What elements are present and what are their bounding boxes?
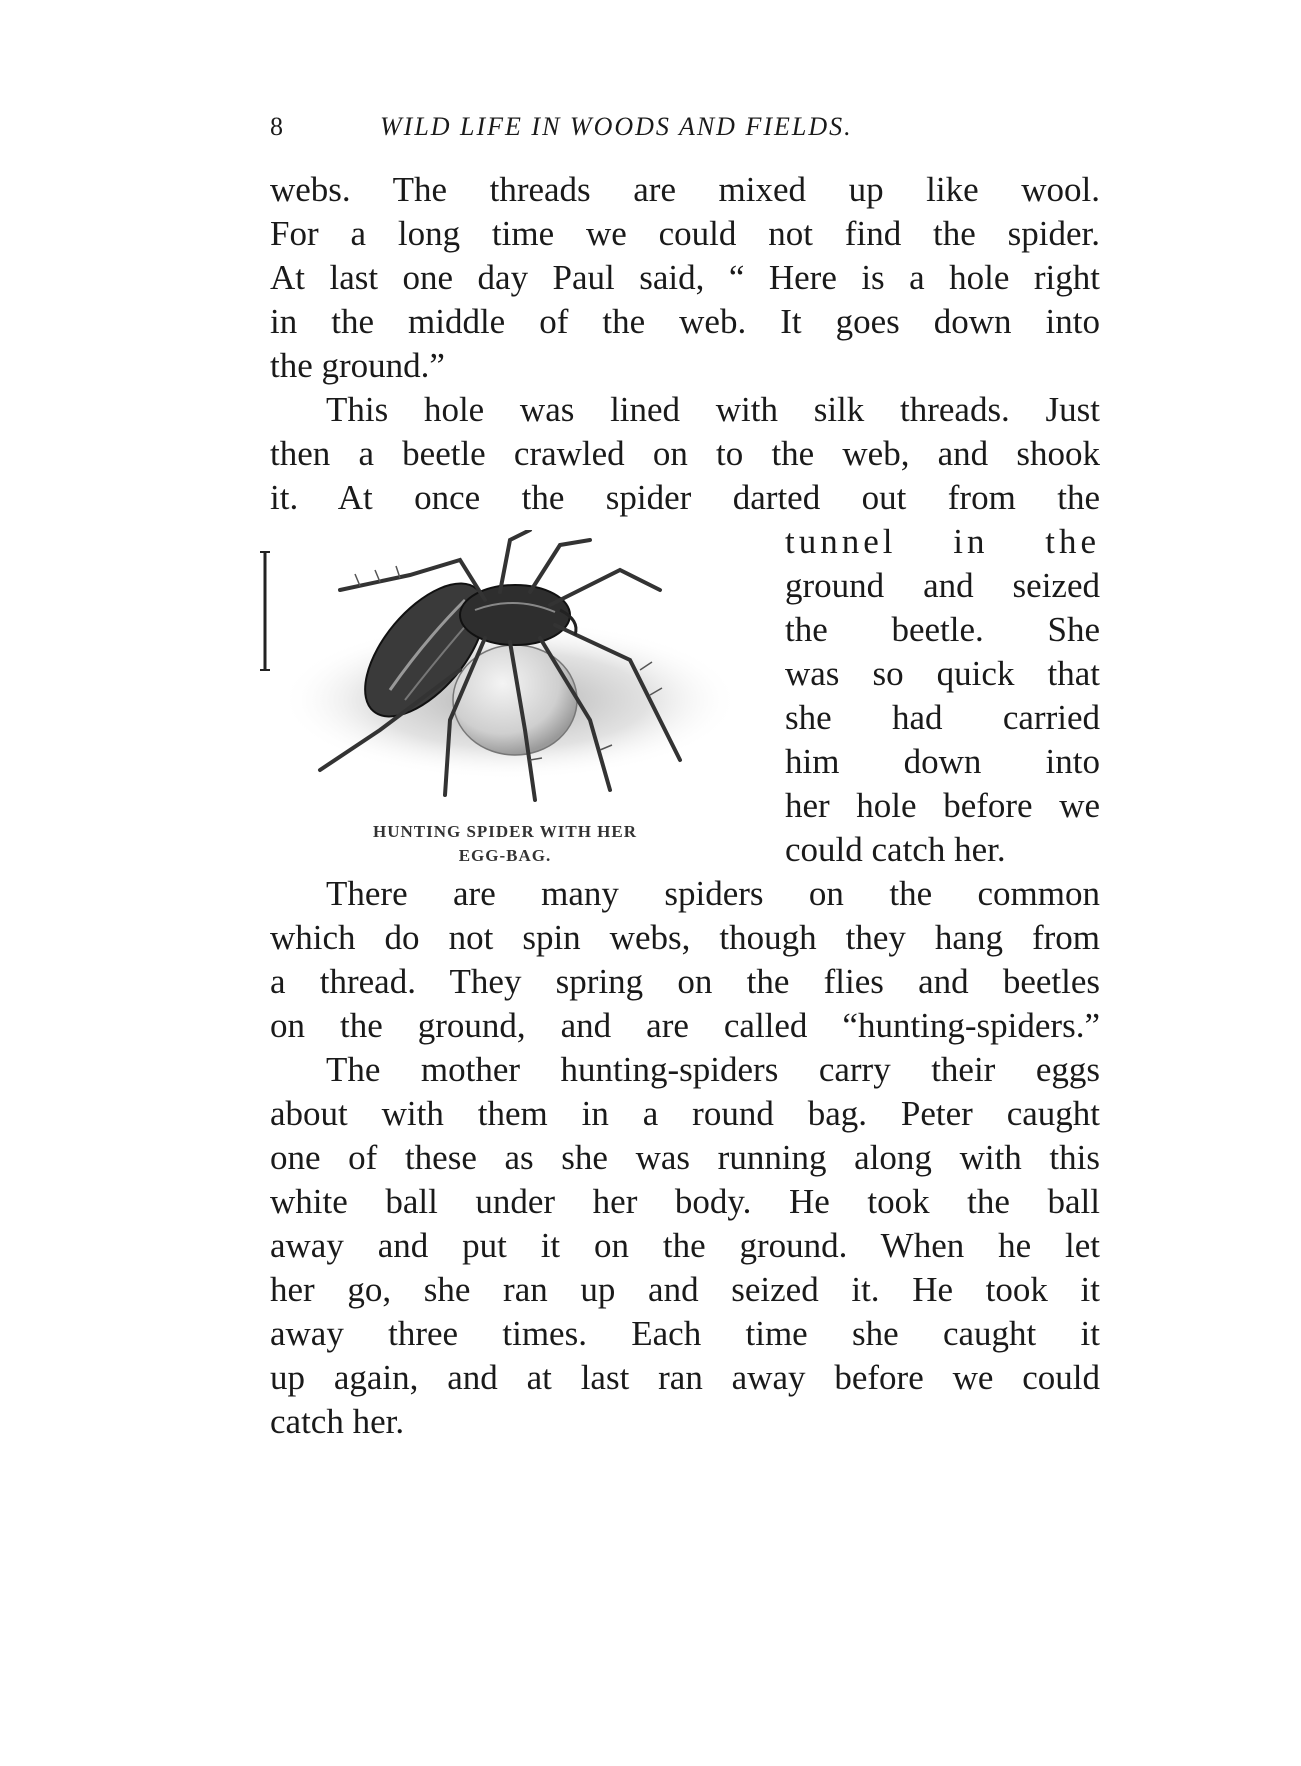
- text-line: about with them in a round bag. Peter caught: [270, 1094, 1100, 1133]
- text-line: a thread. They spring on the flies and beetles: [270, 962, 1100, 1001]
- text-line: ground and seized: [785, 566, 1100, 605]
- bottom-text-block: [270, 872, 1100, 1444]
- text-line: one of these as she was running along with this: [270, 1138, 1100, 1177]
- page-number: 8: [270, 112, 284, 141]
- text-line: on the ground, and are called “hunting-spiders.”: [270, 1006, 1100, 1045]
- text-line: catch her.: [270, 1402, 405, 1441]
- text-line: The mother hunting-spiders carry their eggs: [326, 1050, 1100, 1089]
- running-title: WILD LIFE IN WOODS AND FIELDS.: [380, 112, 853, 141]
- text-line: which do not spin webs, though they hang from: [270, 918, 1100, 957]
- text-line: was so quick that: [785, 654, 1100, 693]
- text-line: in the middle of the web. It goes down into: [270, 302, 1100, 341]
- text-line: her go, she ran up and seized it. He took it: [270, 1270, 1100, 1309]
- text-line: away three times. Each time she caught it: [270, 1314, 1100, 1353]
- spider-figure: [260, 530, 730, 870]
- text-line: up again, and at last ran away before we could: [270, 1358, 1100, 1397]
- side-text-block: [785, 520, 1100, 872]
- text-line: For a long time we could not find the spider.: [270, 214, 1100, 253]
- figure-caption: [280, 820, 730, 868]
- text-line: could catch her.: [785, 830, 1006, 869]
- text-line: At last one day Paul said, “ Here is a hole right: [270, 258, 1100, 297]
- caption-line: EGG-BAG.: [458, 846, 552, 865]
- text-line: tunnel in the: [785, 522, 1100, 561]
- text-line: then a beetle crawled on to the web, and shook: [270, 434, 1100, 473]
- text-line: the beetle. She: [785, 610, 1100, 649]
- hunting-spider-illustration: [260, 530, 730, 820]
- spider-body: [460, 585, 570, 645]
- text-line: away and put it on the ground. When he let: [270, 1226, 1100, 1265]
- text-line: This hole was lined with silk threads. Just: [326, 390, 1100, 429]
- text-line: There are many spiders on the common: [326, 874, 1100, 913]
- text-line: white ball under her body. He took the ball: [270, 1182, 1100, 1221]
- text-line: it. At once the spider darted out from the: [270, 478, 1100, 517]
- text-line: the ground.”: [270, 346, 445, 385]
- caption-line: HUNTING SPIDER WITH HER: [372, 822, 638, 841]
- text-line: she had carried: [785, 698, 1100, 737]
- text-line: him down into: [785, 742, 1100, 781]
- text-line: her hole before we: [785, 786, 1100, 825]
- text-line: webs. The threads are mixed up like wool.: [270, 170, 1100, 209]
- top-text-block: [270, 168, 1100, 520]
